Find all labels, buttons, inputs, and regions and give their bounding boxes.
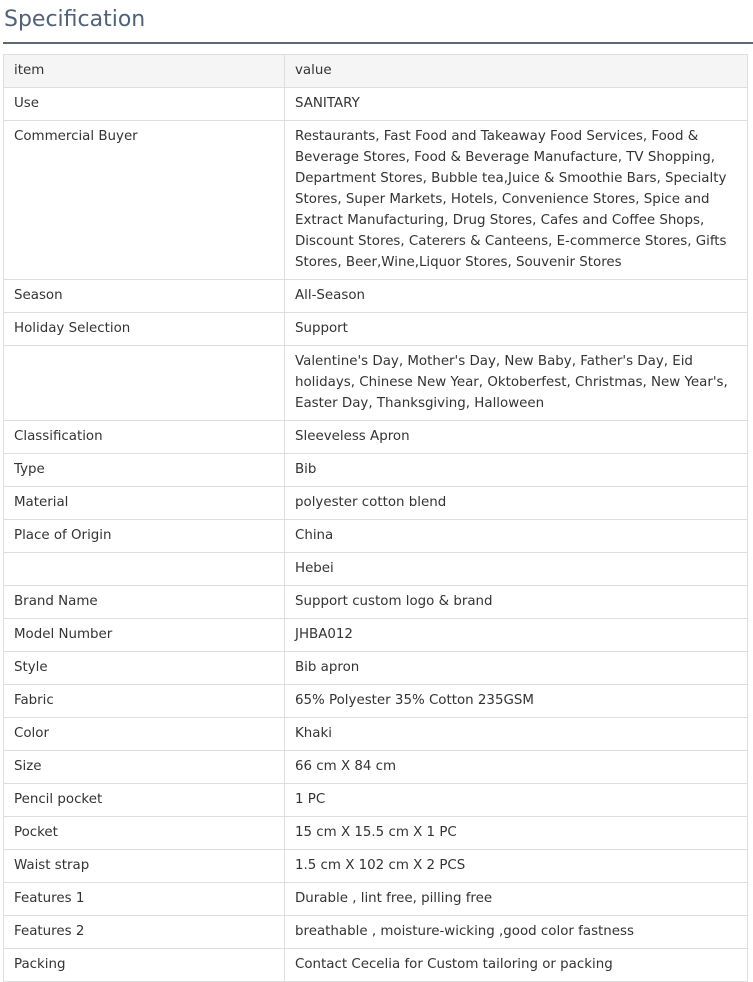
header-value-cell: value [285, 55, 748, 88]
table-row [4, 817, 748, 850]
row-item-cell: Type [4, 454, 285, 487]
row-item-cell: Features 2 [4, 916, 285, 949]
table-row [4, 850, 748, 883]
row-item-cell: Model Number [4, 619, 285, 652]
row-value-cell: Valentine's Day, Mother's Day, New Baby, Father's Day, Eid holidays, Chinese New Year, Oktoberfest, Christmas, New Year's, Easter Day, Thanksgiving, Halloween [285, 346, 748, 421]
row-item-cell [4, 346, 285, 421]
table-row [4, 313, 748, 346]
row-value-cell: Bib [285, 454, 748, 487]
row-value-cell: breathable , moisture-wicking ,good color fastness [285, 916, 748, 949]
table-row [4, 586, 748, 619]
table-row [4, 949, 748, 982]
table-row [4, 718, 748, 751]
row-item-cell: Commercial Buyer [4, 121, 285, 280]
heading-bar [3, 0, 753, 44]
row-value-cell: 65% Polyester 35% Cotton 235GSM [285, 685, 748, 718]
row-value-cell: SANITARY [285, 88, 748, 121]
row-item-cell: Season [4, 280, 285, 313]
row-value-cell: All-Season [285, 280, 748, 313]
row-value-cell: 1.5 cm X 102 cm X 2 PCS [285, 850, 748, 883]
table-row [4, 346, 748, 421]
page-title: Specification [4, 7, 146, 32]
row-value-cell: Bib apron [285, 652, 748, 685]
table-row [4, 520, 748, 553]
row-value-cell: Durable , lint free, pilling free [285, 883, 748, 916]
table-row [4, 619, 748, 652]
row-value-cell: 15 cm X 15.5 cm X 1 PC [285, 817, 748, 850]
row-value-cell: Support custom logo & brand [285, 586, 748, 619]
row-value-cell: Sleeveless Apron [285, 421, 748, 454]
table-row [4, 784, 748, 817]
table-row [4, 883, 748, 916]
header-item-cell: item [4, 55, 285, 88]
row-item-cell: Use [4, 88, 285, 121]
row-item-cell: Features 1 [4, 883, 285, 916]
row-value-cell: Contact Cecelia for Custom tailoring or packing [285, 949, 748, 982]
row-item-cell: Place of Origin [4, 520, 285, 553]
table-row [4, 685, 748, 718]
row-item-cell: Style [4, 652, 285, 685]
row-item-cell: Brand Name [4, 586, 285, 619]
row-item-cell: Pencil pocket [4, 784, 285, 817]
table-row [4, 88, 748, 121]
specification-table [3, 54, 748, 982]
row-value-cell: 1 PC [285, 784, 748, 817]
table-row [4, 553, 748, 586]
row-value-cell: Restaurants, Fast Food and Takeaway Food Services, Food & Beverage Stores, Food & Beverage Manufacture, TV Shopping, Department Stores, Bubble tea,Juice & Smoothie Bars, Specialty Stores, Super Markets, Hotels, Convenience Stores, Spice and Extract Manufacturing, Drug Stores, Cafes and Coffee Shops, Discount Stores, Caterers & Canteens, E-commerce Stores, Gifts Stores, Beer,Wine,Liquor Stores, Souvenir Stores [285, 121, 748, 280]
row-item-cell: Material [4, 487, 285, 520]
row-item-cell: Waist strap [4, 850, 285, 883]
table-row [4, 916, 748, 949]
row-value-cell: JHBA012 [285, 619, 748, 652]
row-item-cell: Fabric [4, 685, 285, 718]
table-header-row [4, 55, 748, 88]
row-item-cell: Size [4, 751, 285, 784]
row-item-cell [4, 553, 285, 586]
row-value-cell: China [285, 520, 748, 553]
table-row [4, 652, 748, 685]
table-row [4, 751, 748, 784]
row-value-cell: polyester cotton blend [285, 487, 748, 520]
row-value-cell: 66 cm X 84 cm [285, 751, 748, 784]
row-item-cell: Packing [4, 949, 285, 982]
row-value-cell: Support [285, 313, 748, 346]
table-row [4, 454, 748, 487]
specification-table-container [3, 54, 748, 982]
row-item-cell: Classification [4, 421, 285, 454]
row-value-cell: Khaki [285, 718, 748, 751]
table-row [4, 280, 748, 313]
row-item-cell: Color [4, 718, 285, 751]
row-item-cell: Pocket [4, 817, 285, 850]
table-row [4, 121, 748, 280]
table-row [4, 487, 748, 520]
row-item-cell: Holiday Selection [4, 313, 285, 346]
table-row [4, 421, 748, 454]
row-value-cell: Hebei [285, 553, 748, 586]
